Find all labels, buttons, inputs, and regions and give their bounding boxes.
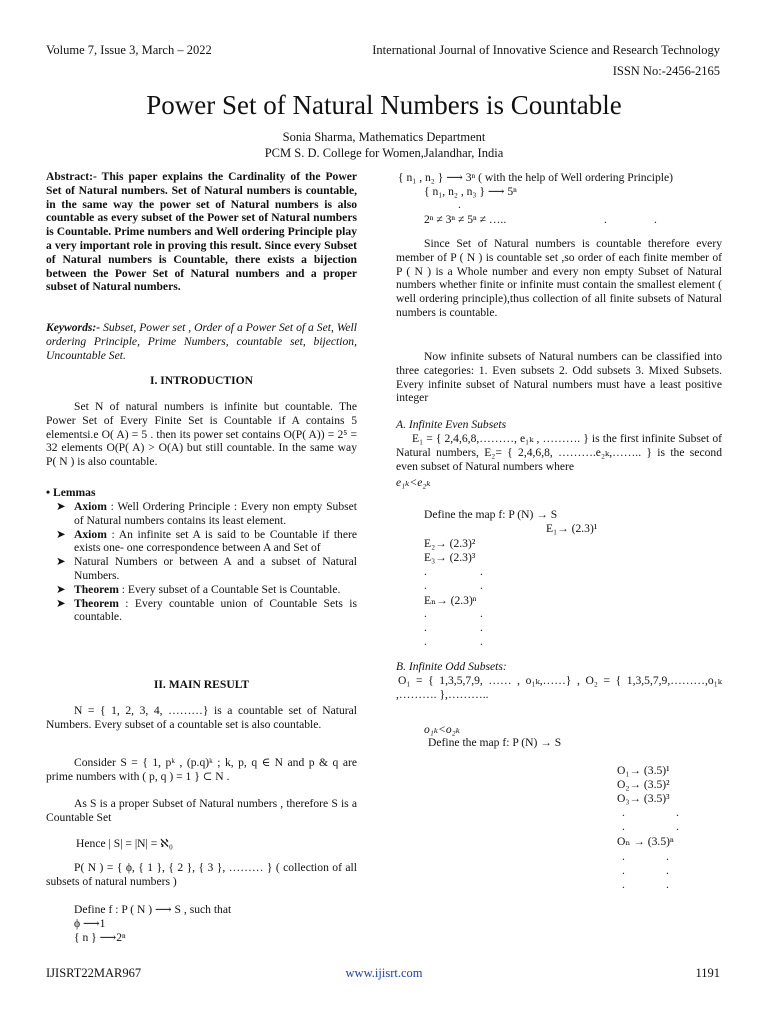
main-paragraph-1: N = { 1, 2, 3, 4, ………} is a countable set of Natural Numbers. Every subset of a countable set is also countable. [46, 704, 357, 731]
dots: . [424, 579, 427, 592]
main-heading: II. MAIN RESULT [153, 678, 250, 691]
arrow-bullet-icon: ➤ [56, 582, 66, 596]
dots: . [666, 864, 669, 877]
inequality: 2ⁿ ≠ 3ⁿ ≠ 5ⁿ ≠ ….. [424, 213, 507, 226]
dots: . [480, 565, 483, 578]
even-map-definition: Define the map f: P (N) → S [424, 508, 558, 521]
dots: . [622, 878, 625, 891]
even-map-en: Eₙ→ (2.3)ⁿ [424, 594, 477, 607]
dots: . [676, 820, 679, 833]
power-set-definition: P( N ) = { ϕ, { 1 }, { 2 }, { 3 }, ……… } ( collection of all subsets of natural numbers ) [46, 861, 357, 888]
dots: . [676, 806, 679, 819]
lemma-text: Natural Numbers or between A and a subset of Natural Numbers. [74, 555, 357, 582]
lemma-item [46, 597, 357, 625]
dots: . [666, 850, 669, 863]
odd-map-o2: O₂→ (3.5)² [617, 778, 670, 791]
odd-map-definition: Define the map f: P (N) → S [428, 736, 562, 749]
lemma-item [46, 555, 357, 583]
arrow-bullet-icon: ➤ [56, 596, 66, 610]
lemma-text: : An infinite set A is said to be Countable if there exists one- one correspondence between A and Set of [74, 527, 357, 555]
keywords-label: Keywords:- [46, 321, 101, 334]
dots: . [480, 635, 483, 648]
abstract-text: This paper explains the Cardinality of the Power Set of Natural numbers. Set of Natural numbers is countable, in the same way the power set of Natural numbers is also countable as every subset of the Power set of Natural numbers is Countable. Prime numbers and Well ordering Principle play a very important role in proving this result. Since every Subset of Natural numbers is Countable, there exists a bijection between the Power Set of Natural numbers and a proper subset of Natural numbers. [46, 170, 357, 294]
lemma-text: : Every subset of a Countable Set is Countable. [118, 582, 341, 596]
dots: . [654, 213, 657, 226]
author-affiliation: PCM S. D. College for Women,Jalandhar, India [264, 146, 504, 160]
even-map-e1: E₁→ (2.3)¹ [546, 522, 598, 535]
even-map-e3: E₃→ (2.3)³ [424, 551, 476, 564]
dots: . [666, 878, 669, 891]
since-paragraph: Since Set of Natural numbers is countable therefore every member of P ( N ) is countable set ,so order of each finite member of P ( N ) is a Whole number and every non empty Subset of Natural numbers whether finite or infinite must contain the smallest element ( well ordering principle),thus collection of all finite subsets of Natural numbers is countable. [396, 237, 722, 319]
lemma-item [46, 500, 357, 528]
map-definition: Define f : P ( N ) ⟶ S , such that [74, 903, 232, 916]
lemma-text: : Well Ordering Principle : Every non empty Subset of Natural numbers contains its least element. [74, 500, 357, 527]
map-triple: { n₁, n₂ , n₃ } ⟶ 5ⁿ [424, 185, 517, 198]
dots: . [424, 635, 427, 648]
header-issn: ISSN No:-2456-2165 [612, 64, 720, 78]
lemmas-heading: • Lemmas [46, 486, 96, 499]
dots: . [458, 198, 461, 211]
lemma-label: Theorem [74, 596, 119, 610]
dots: . [622, 820, 625, 833]
keywords [46, 321, 357, 362]
lemma-label: Theorem [74, 582, 119, 596]
lemma-label: Axiom [74, 500, 107, 513]
lemma-item [46, 528, 357, 556]
intro-heading: I. INTRODUCTION [149, 374, 254, 387]
header-journal: International Journal of Innovative Science and Research Technology [372, 43, 720, 57]
odd-condition: o₁ₖ<o₂ₖ [424, 723, 460, 736]
dots: . [622, 806, 625, 819]
header-volume: Volume 7, Issue 3, March – 2022 [46, 43, 212, 57]
footer-paper-id: IJISRT22MAR967 [46, 966, 142, 980]
lemma-label: Axiom [74, 527, 107, 541]
arrow-bullet-icon: ➤ [56, 555, 66, 569]
author-name: Sonia Sharma, Mathematics Department [282, 130, 486, 144]
lemma-text: : Every countable union of Countable Sets is countable. [74, 596, 357, 624]
infinite-subsets-paragraph: Now infinite subsets of Natural numbers can be classified into three categories: 1. Even subsets 2. Odd subsets 3. Mixed Subsets. Every infinite subset of Natural numbers must have a least positive integer [396, 350, 722, 405]
section-a-heading: A. Infinite Even Subsets [396, 418, 507, 431]
dots: . [622, 864, 625, 877]
dots: . [622, 850, 625, 863]
intro-paragraph: Set N of natural numbers is infinite but countable. The Power Set of Every Finite Set is Countable if A contains 5 elementsi.e O( A) = 5 . then its power set contains O(P( A)) = 2⁵ = 32 elements O(P( A) > O(A) but still countable. In the same way P( N ) is also countable. [46, 400, 357, 469]
dots: . [480, 621, 483, 634]
dots: . [480, 607, 483, 620]
even-map-e2: E₂→ (2.3)² [424, 537, 476, 550]
map-pair: { n₁ , n₂ } ⟶ 3ⁿ ( with the help of Well ordering Principle) [398, 171, 673, 184]
footer-url[interactable]: www.ijisrt.com [345, 966, 423, 980]
section-b-heading: B. Infinite Odd Subsets: [396, 660, 507, 673]
dots: . [424, 607, 427, 620]
cardinality-line: Hence | S| = |N| = ℵ₀ [76, 837, 173, 850]
odd-map-o3: O₃→ (3.5)³ [617, 792, 670, 805]
map-singleton: { n } ⟶2ⁿ [74, 931, 126, 944]
dots: . [480, 579, 483, 592]
arrow-bullet-icon: ➤ [56, 527, 66, 541]
keywords-text: Subset, Power set , Order of a Power Set of a Set, Well ordering Principle, Prime Numbers, countable set, bijection, Uncountable Set. [46, 321, 357, 362]
lemma-list [46, 500, 357, 624]
lemma-item [46, 583, 357, 597]
arrow-bullet-icon: ➤ [56, 500, 66, 513]
odd-map-on: Oₙ → (3.5)ⁿ [617, 835, 674, 848]
main-paragraph-2: Consider S = { 1, pᵏ , (p.q)ᵏ ; k, p, q ∈ N and p & q are prime numbers with ( p, q ) = 1 } ⊂ N . [46, 756, 357, 783]
footer-page-number: 1191 [695, 966, 720, 980]
abstract [46, 170, 357, 294]
dots: . [424, 565, 427, 578]
abstract-label: Abstract:- [46, 170, 97, 183]
odd-subsets-text: O₁ = { 1,3,5,7,9, …… , o₁ₖ,……} , O₂ = { 1,3,5,7,9,………,o₁ₖ ,………. },……….. [396, 674, 722, 701]
even-subsets-text: E₁ = { 2,4,6,8,………, e₁ₖ , ………. } is the first infinite Subset of Natural numbers, E₂= { 2,4,6,8, ……….e₂ₖ,…….. } is the second even subset of Natural numbers where [396, 432, 722, 473]
even-condition: e₁ₖ<e₂ₖ [396, 476, 431, 489]
paper-title: Power Set of Natural Numbers is Countable [146, 90, 622, 120]
dots: . [604, 213, 607, 226]
dots: . [424, 621, 427, 634]
odd-map-o1: O₁→ (3.5)¹ [617, 764, 670, 777]
main-paragraph-3: As S is a proper Subset of Natural numbers , therefore S is a Countable Set [46, 797, 357, 824]
map-phi: ϕ ⟶1 [74, 917, 106, 930]
